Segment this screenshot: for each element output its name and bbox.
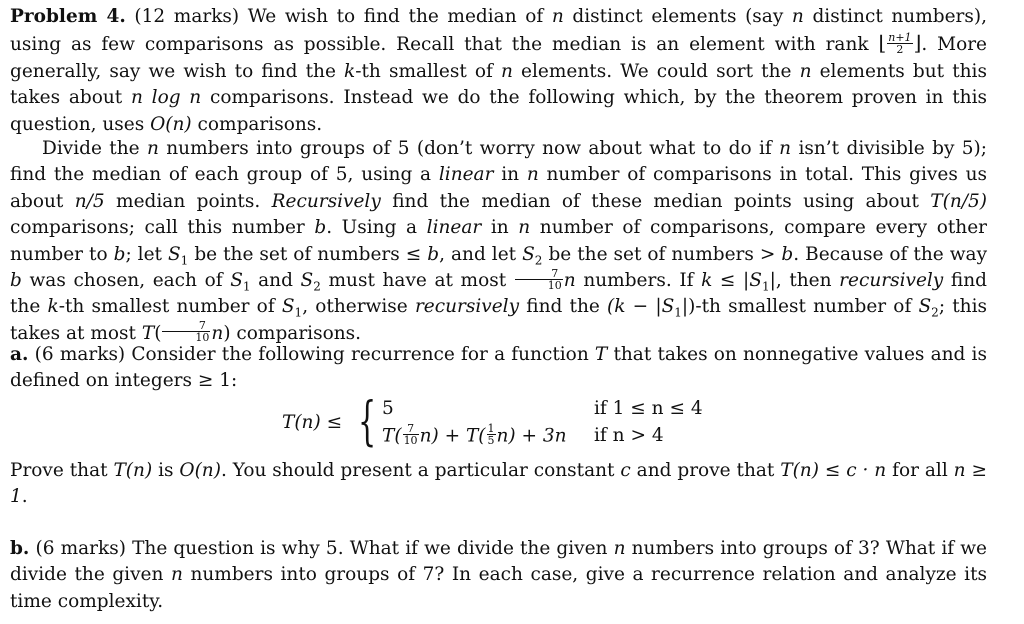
algo-text: number of comparisons in total. This gives us about	[10, 164, 987, 212]
prove-text: is	[152, 460, 180, 481]
intro-text: We wish to find the median of	[247, 6, 552, 27]
expr-part: n) + 3n	[496, 425, 567, 447]
algo-text: in	[481, 217, 519, 239]
algo-text: , otherwise	[302, 296, 415, 318]
algorithm-description: Divide the n numbers into groups of 5 (don’t worry now about what to do if n isn’t divisible by 5); find the median of each group of 5, using a linear in n number of comparisons in total. This gives us about n/5 median points. Recursively find the median of these median points using about T(n/5) comparisons; call this number b. Using a linear in n number of comparisons, compare every other number to b; let $S_1$ be the set of numbers ≤ b, and let $S_2$ be the set of numbers > b. Because of the way b was chosen, each of $S_1$ and $S_2$ must have at most $\frac{7}{10}$ n numbers. If $k \le |S_1|$, then recursively find the k-th smallest number of $S_1$, otherwise recursively find the $(k - |S_1|)-th$ smallest number of $S_2$; this takes at most T( $\frac{7}{10}$ n) comparisons.	[10, 138, 988, 345]
intro-text: elements but this takes about	[10, 60, 987, 109]
fraction-numerator: 7	[403, 423, 419, 435]
math-expr: n ≥ 1	[10, 460, 987, 508]
algo-text: numbers into groups of 5 (don’t worry now about what to do if	[158, 138, 780, 159]
t-n-over-5: T(n/5)	[930, 190, 987, 212]
abs-close: |	[769, 270, 776, 292]
fraction-numerator: 7	[162, 320, 210, 332]
intro-text: comparisons.	[191, 113, 323, 135]
math-expr: T(n)	[113, 460, 153, 481]
fraction-denominator: 10	[403, 434, 418, 447]
equation-lhs: T(n) ≤	[282, 412, 343, 433]
algo-text: isn’t divisible by 5); find the median of each group of 5, using a	[10, 138, 987, 186]
problem-intro	[10, 4, 987, 138]
abs-close: |)	[681, 296, 696, 318]
algo-text: . Using a	[326, 217, 427, 239]
seven-tenths-fraction	[162, 320, 210, 343]
var-n: n	[551, 6, 564, 27]
var-n: n	[791, 6, 804, 27]
case-1-condition	[594, 398, 703, 419]
fraction-numerator: 7	[515, 268, 563, 280]
big-o-expression: O(n)	[150, 113, 192, 135]
intro-text: . More generally, say we wish to find the	[10, 34, 987, 82]
part-a-marks: (6 marks)	[34, 344, 126, 365]
var-k: k	[344, 60, 356, 82]
problem-marks: (12 marks)	[134, 6, 240, 27]
emph-recursively: recursively	[414, 296, 520, 318]
prove-text: Prove that	[10, 460, 114, 481]
var-b: b	[113, 243, 126, 265]
subscript-2: 2	[931, 306, 939, 321]
var-n: n	[170, 564, 183, 586]
emph-linear: linear	[426, 217, 482, 239]
set-s: S	[230, 270, 243, 292]
prove-text: for all	[886, 460, 954, 481]
part-b	[10, 536, 987, 615]
expr-part: T(	[382, 425, 402, 447]
algo-text: numbers. If	[575, 270, 702, 292]
algo-text: was chosen, each of	[21, 270, 231, 292]
prove-text: and prove that	[630, 460, 781, 481]
subscript-2: 2	[313, 279, 321, 294]
fraction-numerator: 1	[487, 422, 495, 435]
condition-text: if 1 ≤ n ≤ 4	[594, 398, 703, 419]
var-n: n	[211, 322, 224, 344]
var-t: T	[594, 344, 608, 365]
set-s: S	[522, 243, 535, 265]
math-expr: T(n) ≤ c · n	[780, 460, 887, 481]
condition-text: if n > 4	[594, 425, 664, 446]
set-s: S	[918, 296, 932, 318]
part-b-text: numbers into groups of 7? In each case, give a recurrence relation and analyze its time complexity.	[10, 564, 987, 612]
intro-text: distinct numbers), using as few comparisons as possible. Recall that the median is an element with rank	[10, 6, 987, 56]
algo-text: . Because of the way	[793, 243, 988, 265]
fraction-denominator: 2	[896, 42, 904, 56]
var-n: n	[526, 164, 539, 186]
intro-text: -th smallest of	[355, 60, 501, 82]
algo-text: find the	[10, 270, 987, 318]
algo-text: Divide the	[42, 138, 147, 159]
k-minus-s1: (k − |S	[607, 296, 675, 318]
floor-open: ⌊	[878, 31, 887, 56]
part-b-label: b.	[10, 538, 30, 559]
algo-text: , and let	[439, 243, 523, 265]
part-a-task	[10, 458, 987, 511]
algo-text: -th smallest number of	[58, 296, 282, 318]
one-fifth-fraction	[487, 423, 496, 446]
algo-text: -th smallest number of	[695, 296, 919, 318]
algo-text: comparisons.	[230, 322, 362, 344]
var-n: n	[501, 60, 513, 82]
subscript-1: 1	[242, 279, 251, 294]
part-b-text: numbers into groups of 3? What if we divide the given	[10, 538, 987, 586]
emph-recursively: recursively	[839, 270, 944, 292]
set-s: S	[300, 270, 314, 292]
case-2-value	[382, 422, 567, 448]
var-n: n	[146, 138, 159, 159]
prove-text: .	[21, 486, 28, 508]
algo-text: find the	[519, 296, 608, 318]
set-s: S	[167, 243, 181, 265]
intro-text: elements. We could sort the	[512, 60, 800, 82]
nlogn-expression: n log n	[130, 87, 202, 109]
var-b: b	[427, 243, 440, 265]
subscript-1: 1	[761, 279, 770, 294]
var-n: n	[518, 217, 531, 239]
var-c: c	[620, 460, 631, 481]
prove-text: . You should present a particular constant	[220, 460, 621, 481]
fraction-denominator: 10	[195, 331, 210, 345]
case-1-value: 5	[382, 398, 394, 419]
part-a-text: that takes on nonnegative values and is defined on integers ≥ 1:	[10, 344, 987, 392]
intro-text: distinct elements (say	[563, 6, 792, 27]
subscript-2: 2	[534, 253, 543, 268]
var-b: b	[781, 243, 794, 265]
var-k: k	[47, 296, 59, 318]
var-n: n	[563, 270, 576, 292]
algo-text: be the set of numbers ≤	[188, 243, 428, 265]
case-2-condition	[594, 425, 664, 446]
seven-tenths-fraction	[515, 268, 563, 291]
fraction-denominator: 10	[547, 278, 562, 292]
algo-text: , then	[775, 270, 840, 292]
algo-text: ; this takes at most	[10, 296, 987, 344]
seven-tenths-fraction	[403, 423, 419, 446]
subscript-1: 1	[180, 253, 189, 268]
part-a-text: Consider the following recurrence for a function	[131, 344, 595, 365]
expr-part: n) + T(	[419, 425, 486, 447]
fraction-denominator: 5	[487, 434, 495, 447]
problem-label: Problem 4.	[10, 6, 126, 27]
algo-text: number of comparisons, compare every other number to	[10, 217, 987, 265]
set-s: S	[281, 296, 295, 318]
algo-text: and	[250, 270, 301, 292]
intro-text: comparisons. Instead we do the following which, by the theorem proven in this question, uses	[10, 87, 987, 135]
algo-text: find the median of these median points using about	[380, 190, 931, 212]
var-n: n	[613, 538, 626, 559]
emph-recursively: Recursively	[271, 190, 381, 212]
rank-fraction	[887, 32, 912, 55]
algo-text: be the set of numbers >	[542, 243, 782, 265]
var-n: n	[799, 60, 812, 82]
algo-text: median points.	[104, 190, 272, 212]
left-brace: {	[358, 392, 377, 452]
n-over-5: n/5	[74, 190, 105, 212]
var-b: b	[10, 270, 22, 292]
subscript-1: 1	[674, 306, 682, 321]
var-t: T	[141, 322, 155, 344]
algo-text: in	[493, 164, 527, 186]
emph-linear: linear	[438, 164, 494, 186]
part-a-label: a.	[10, 344, 29, 365]
subscript-1: 1	[294, 306, 303, 321]
part-b-text: The question is why 5. What if we divide the given	[132, 538, 614, 559]
floor-close: ⌋	[913, 31, 922, 56]
math-expr: O(n)	[179, 460, 221, 481]
fraction-numerator: n+1	[888, 30, 912, 44]
algo-text: must have at most	[320, 270, 514, 292]
k-le-s1: k ≤ |S	[701, 270, 762, 292]
algo-text: comparisons; call this number	[10, 217, 315, 239]
part-b-marks: (6 marks)	[35, 538, 126, 559]
var-n: n	[779, 138, 792, 159]
part-a-intro	[10, 342, 987, 395]
var-b: b	[314, 217, 327, 239]
algo-text: ; let	[125, 243, 168, 265]
